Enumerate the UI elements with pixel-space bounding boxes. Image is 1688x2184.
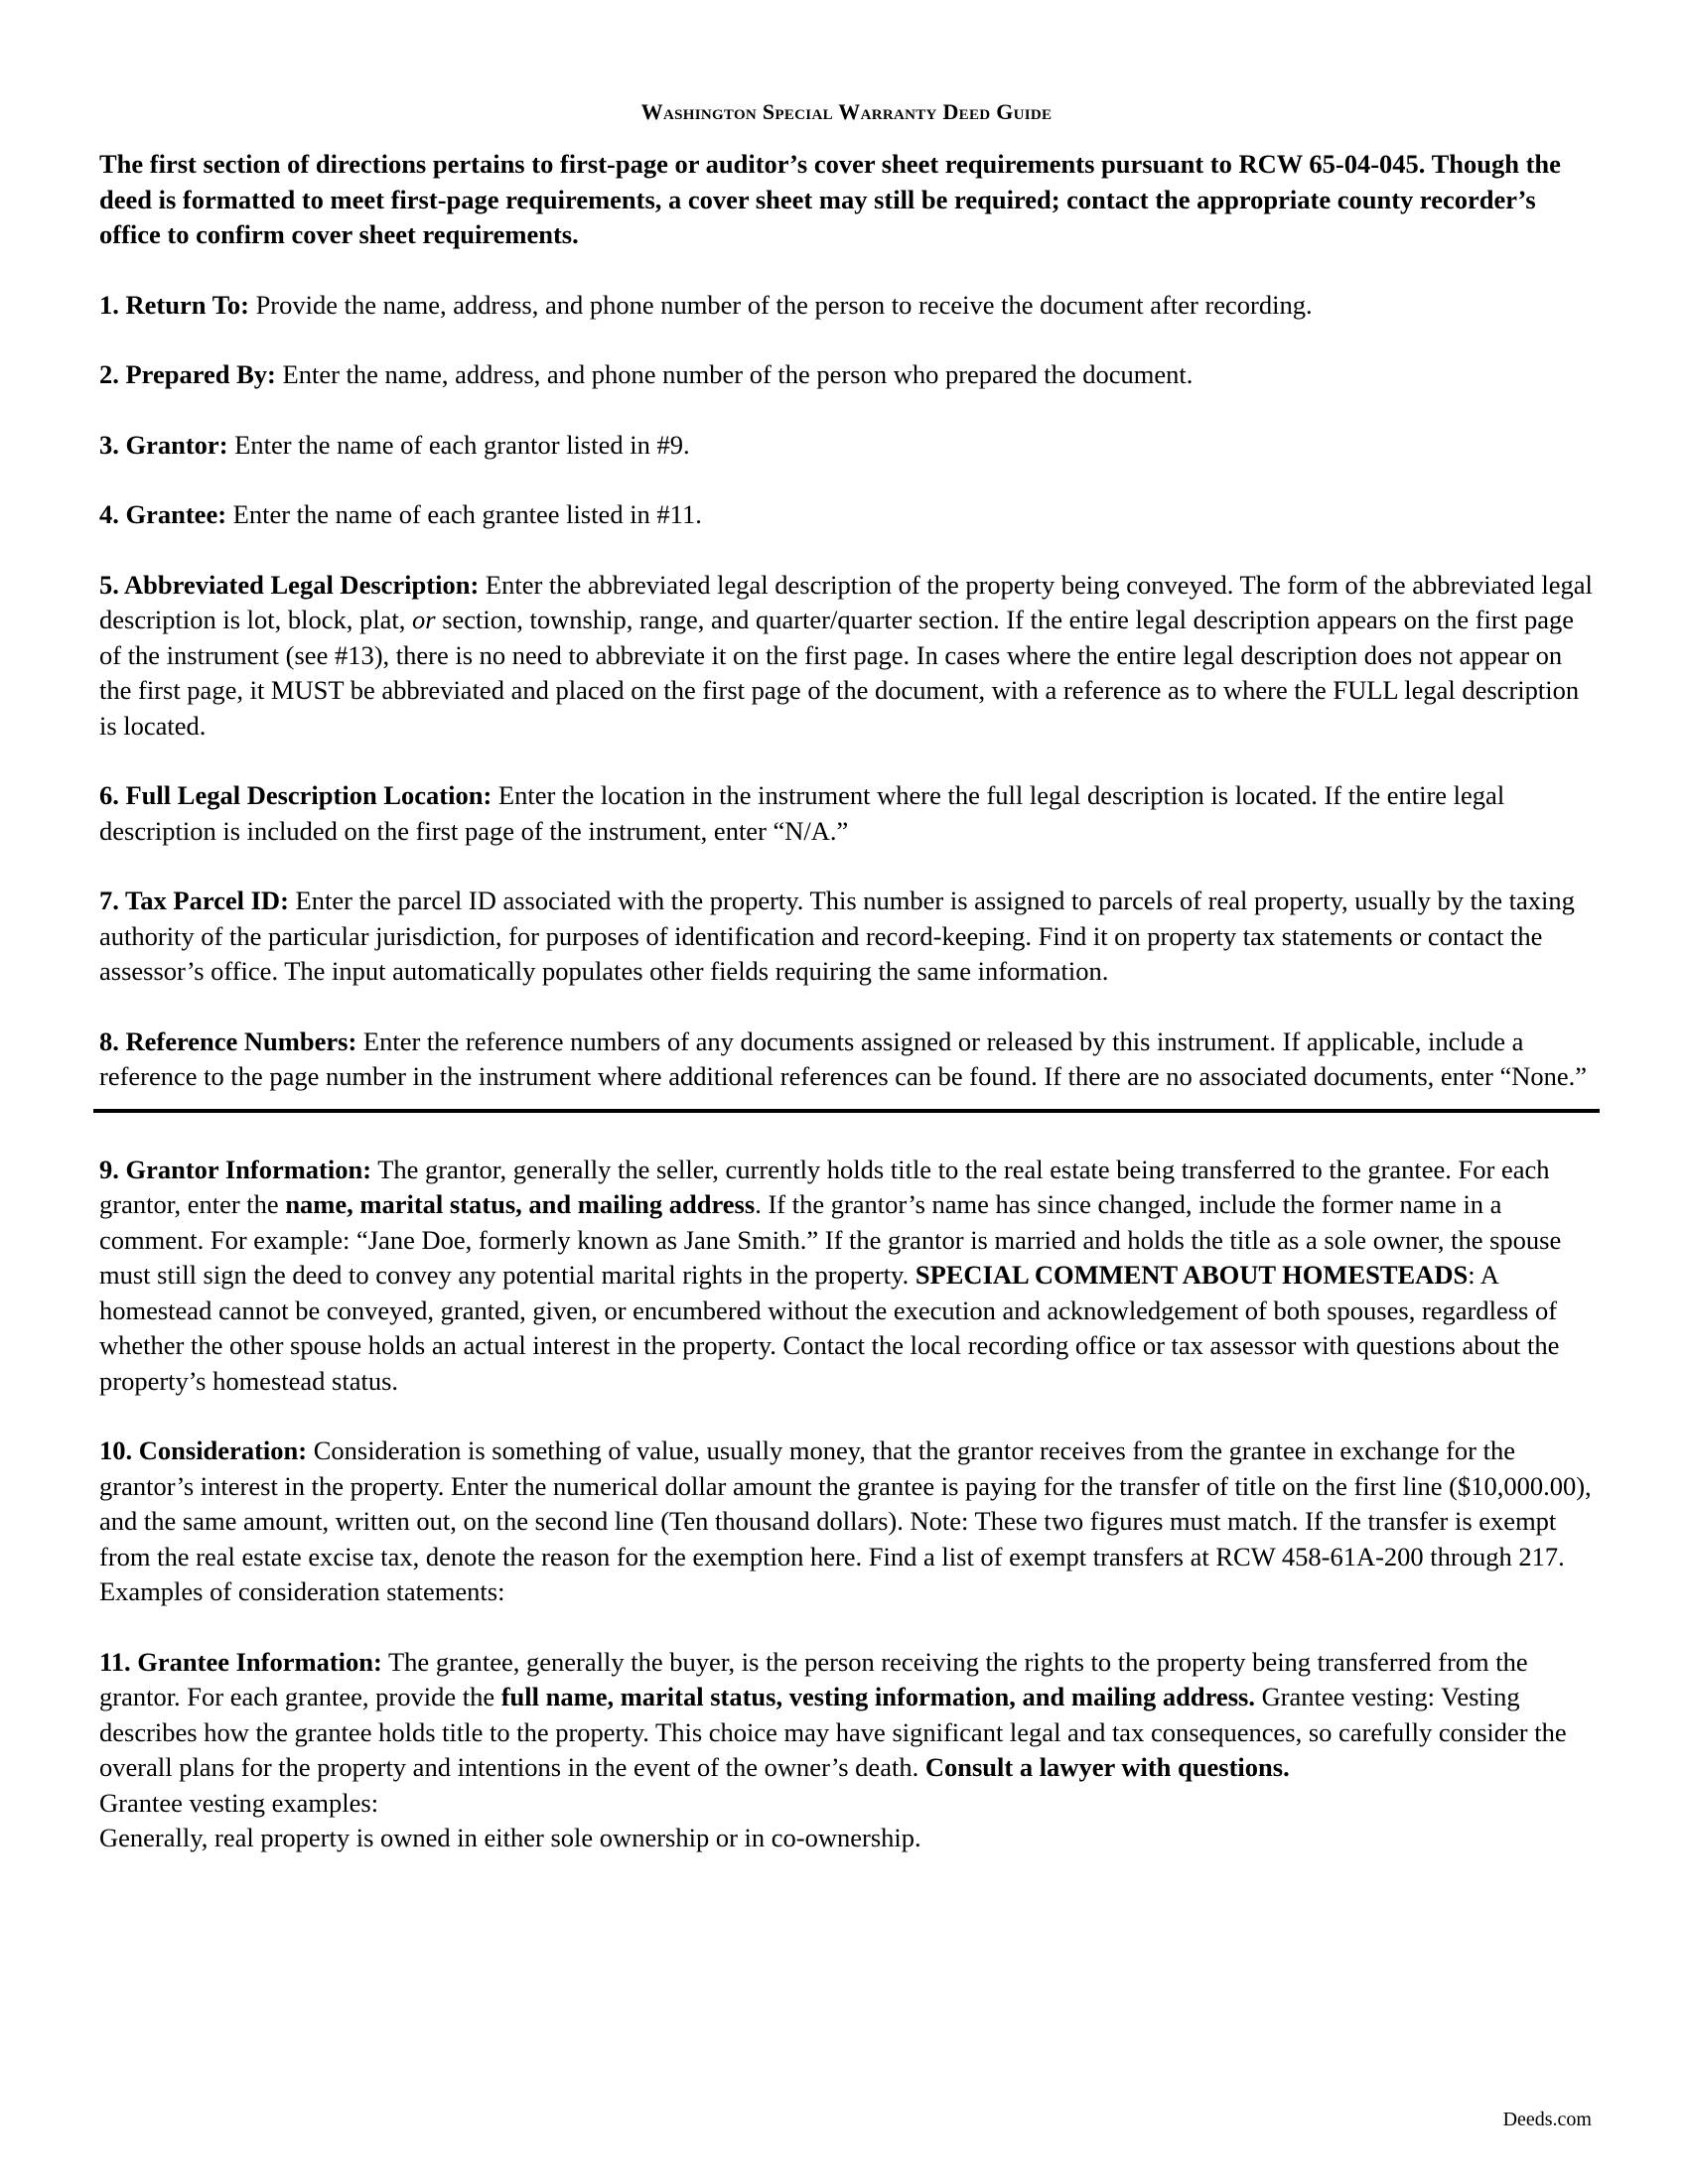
item-abbreviated-legal-description (99, 568, 1594, 745)
item-label: 7. Tax Parcel ID: (99, 886, 289, 915)
item-label: 2. Prepared By: (99, 359, 276, 389)
item-text: Enter the reference numbers of any documents assigned or released by this instrument. If applicable, include a reference to the page number in the instrument where additional references can be found. If there are no associated documents, enter “None.” (99, 1025, 1588, 1091)
document-page (99, 99, 1594, 1856)
item-label: 3. Grantor: (99, 429, 228, 460)
item-text: The grantor, generally the seller, currently holds title to the real estate being transferred to the grantee. For each grantor, enter the (99, 1154, 1550, 1219)
item-prepared-by (99, 357, 1594, 393)
consideration-examples-line: Examples of consideration statements: (99, 1576, 505, 1606)
item-label: 4. Grantee: (99, 499, 227, 529)
item-return-to (99, 288, 1594, 324)
item-text: Enter the name of each grantee listed in #11. (226, 499, 702, 529)
item-text: . If the grantor’s name has since changed, include the former name in a comment. For example: “Jane Doe, formerly known as Jane Smith.” If the grantor is married and holds the title as a sole owner, the spouse must still sign the deed to convey any potential marital rights in the property. (99, 1189, 1562, 1290)
page-title: Washington Special Warranty Deed Guide (640, 99, 1053, 124)
item-tax-parcel-id (99, 884, 1594, 990)
item-text: Enter the location in the instrument where the full legal description is located. If the entire legal description is included on the first page of the instrument, enter “N/A.” (99, 780, 1505, 846)
item-text-bold: full name, marital status, vesting information, and mailing address. (500, 1682, 1255, 1711)
item-label: 11. Grantee Information: (99, 1646, 382, 1677)
footer-brand: Deeds.com (1502, 2109, 1592, 2130)
item-text: Consideration is something of value, usually money, that the grantor receives from the grantee in exchange for the grantor’s interest in the property. Enter the numerical dollar amount the grantee is paying for the transfer of title on the first line ($10,000.00), and the same amount, written out, on the second line (Ten thousand dollars). Note: These two figures must match. If the transfer is exempt from the real estate excise tax, denote the reason for the exemption here. Find a list of exempt transfers at RCW 458-61A-200 through 217. (99, 1435, 1592, 1571)
item-grantee-information (99, 1645, 1594, 1786)
item-text: Enter the parcel ID associated with the property. This number is assigned to parcels of real property, usually by the taxing authority of the particular jurisdiction, for purposes of identification and record-keeping. Find it on property tax statements or contact the assessor’s office. The input automatically populates other fields requiring the same information. (99, 886, 1575, 986)
section-divider (93, 1109, 1600, 1113)
item-text: Enter the abbreviated legal description of the property being conveyed. The form of the abbreviated legal description is lot, block, plat, (99, 569, 1593, 634)
item-text: Enter the name of each grantor listed in #9. (227, 429, 690, 460)
item-full-legal-description-location (99, 778, 1594, 849)
item-text: section, township, range, and quarter/quarter section. If the entire legal description appears on the first page of the instrument (see #13), there is no need to abbreviate it on the first page. In cases where the entire legal description does not appear on the first page, it MUST be abbreviated and placed on the first page of the document, with a reference as to where the FULL legal description is located. (99, 605, 1580, 741)
item-text-emphasis: or (412, 605, 436, 634)
item-grantor-information (99, 1153, 1594, 1400)
item-text: Enter the name, address, and phone number of the person who prepared the document. (275, 359, 1194, 389)
grantee-vesting-examples-line: Grantee vesting examples: (99, 1787, 379, 1818)
item-consideration (99, 1433, 1594, 1574)
ownership-line: Generally, real property is owned in either sole ownership or in co-ownership. (99, 1823, 921, 1852)
item-grantor (99, 428, 1594, 464)
intro-paragraph: The first section of directions pertains to first-page or auditor’s cover sheet requirements pursuant to RCW 65-04-045. Though the deed is formatted to meet first-page requirements, a cover sheet may still be required; contact the appropriate county recorder’s office to confirm cover sheet requirements. (99, 149, 1561, 249)
item-label: 8. Reference Numbers: (99, 1025, 357, 1056)
item-text: : A homestead cannot be conveyed, granted, given, or encumbered without the execution and acknowledgement of both spouses, regardless of whether the other spouse holds an actual interest in the property. Contact the local recording office or tax assessor with questions about the property’s homestead status. (99, 1260, 1560, 1396)
item-label: 1. Return To: (99, 289, 249, 320)
item-text: The grantee, generally the buyer, is the person receiving the rights to the property being transferred from the grantor. For each grantee, provide the (99, 1646, 1528, 1711)
item-label: 10. Consideration: (99, 1435, 308, 1465)
item-text: Grantee vesting: Vesting describes how the grantee holds title to the property. This choice may have significant legal and tax consequences, so carefully consider the overall plans for the property and intentions in the event of the owner’s death. (99, 1682, 1567, 1782)
item-grantee (99, 497, 1594, 533)
item-text-bold: name, marital status, and mailing address (285, 1189, 756, 1219)
item-reference-numbers (99, 1024, 1594, 1095)
item-text-bold: SPECIAL COMMENT ABOUT HOMESTEADS (914, 1260, 1469, 1290)
item-label: 6. Full Legal Description Location: (99, 780, 492, 810)
item-text: Provide the name, address, and phone number of the person to receive the document after recording. (248, 289, 1313, 320)
item-label: 5. Abbreviated Legal Description: (99, 569, 480, 600)
item-label: 9. Grantor Information: (99, 1154, 372, 1184)
item-text-bold: Consult a lawyer with questions. (924, 1752, 1290, 1782)
